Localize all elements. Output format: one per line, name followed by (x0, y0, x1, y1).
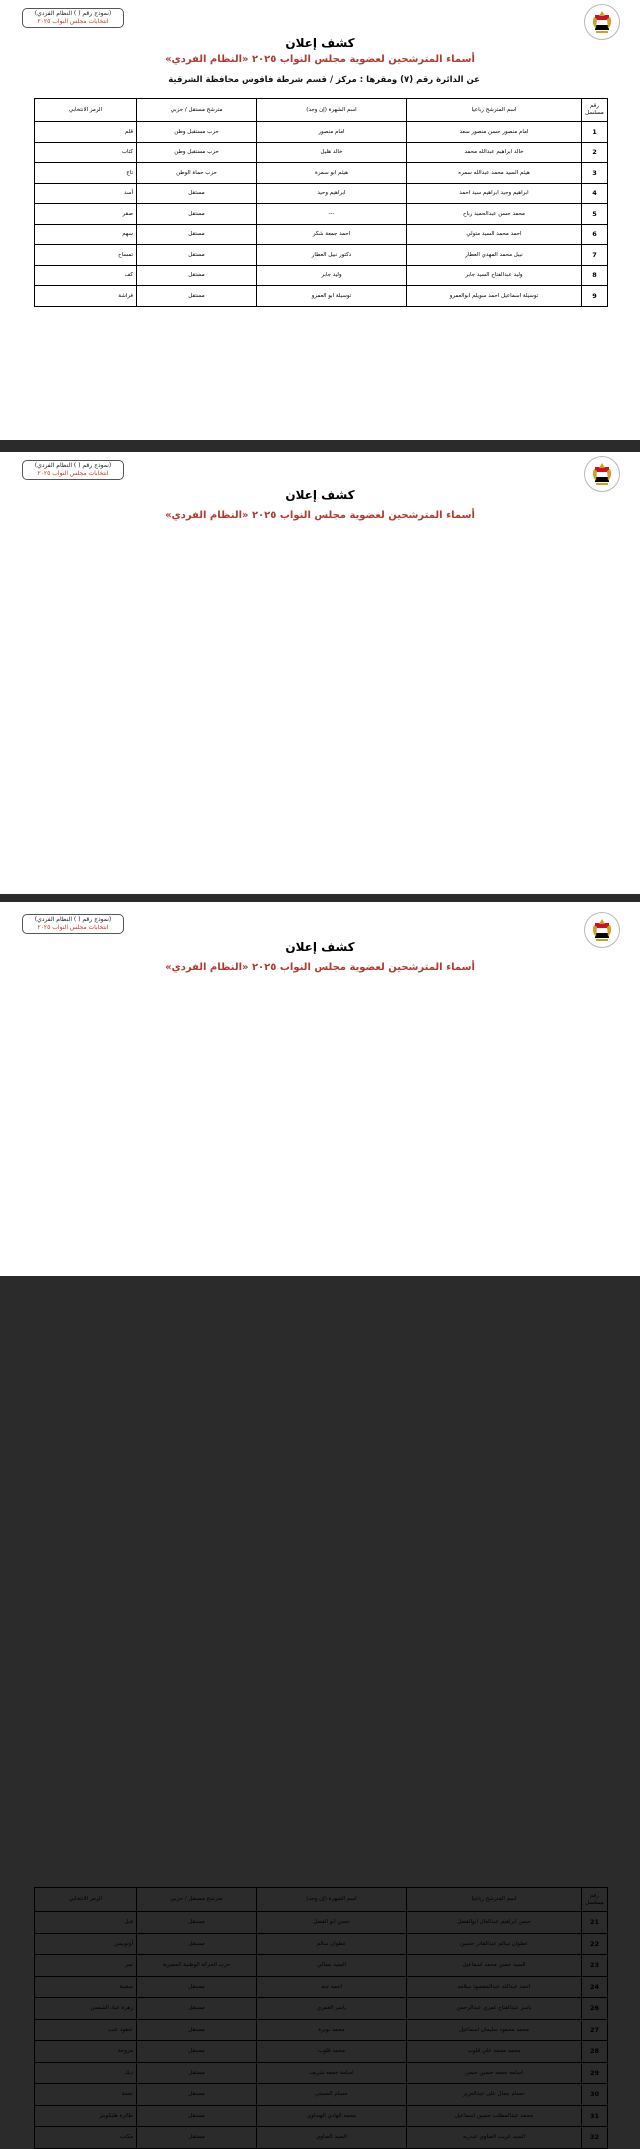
candidate-affiliation: حزب مستقبل وطن (137, 122, 257, 143)
serial-number: 26 (582, 1998, 608, 2020)
table-row (35, 1976, 608, 1998)
known-as-name: --- (257, 204, 407, 225)
known-as-name: هيثم ابو سمرة (257, 163, 407, 184)
serial-number: 5 (582, 204, 608, 225)
serial-number: 7 (582, 245, 608, 266)
candidate-name: نبيل محمد المهدي العطار (407, 245, 582, 266)
column-header-known-as-name: اسم الشهرة (إن وجد) (257, 1888, 407, 1912)
table-row (35, 245, 608, 266)
candidate-affiliation: مستقل (137, 204, 257, 225)
electoral-symbol: أسد (35, 183, 137, 204)
candidate-affiliation: مستقل (137, 2062, 257, 2084)
candidate-name: السيد حسن محمد اسماعيل (407, 1955, 582, 1977)
column-header-electoral-symbol: الرمز الانتخابي (35, 1888, 137, 1912)
known-as-name: حسن ابو الفضل (257, 1912, 407, 1934)
egypt-eagle-emblem-icon (584, 456, 620, 492)
candidate-name: خالد ابراهيم عبدالله محمد (407, 142, 582, 163)
egypt-eagle-emblem-icon (584, 4, 620, 40)
electoral-symbol: تاج (35, 163, 137, 184)
table-row (35, 1933, 608, 1955)
serial-number: 1 (582, 122, 608, 143)
page-subtitle: أسماء المترشحين لعضوية مجلس النواب ٢٠٢٥ «النظام الفردي» (165, 962, 475, 973)
serial-number: 24 (582, 1976, 608, 1998)
table-row (35, 265, 608, 286)
serial-number: 32 (582, 2127, 608, 2149)
column-header-candidate-affiliation: مترشح مستقل / حزبي (137, 99, 257, 122)
electoral-symbol: كتاب (35, 142, 137, 163)
column-header-candidate-name: اسم المترشح رباعيا (407, 99, 582, 122)
candidate-affiliation: حزب مستقبل وطن (137, 142, 257, 163)
table-row (35, 1912, 608, 1934)
known-as-name: عطوان سالم (257, 1933, 407, 1955)
serial-number: 28 (582, 2041, 608, 2063)
candidate-affiliation: مستقل (137, 2041, 257, 2063)
known-as-name: حسام المستي (257, 2084, 407, 2106)
form-stamp (22, 914, 124, 934)
known-as-name: محمد الهادي الهنداوي (257, 2105, 407, 2127)
candidate-name: احمد عبدالله عبدالمقصود سلامه (407, 1976, 582, 1998)
table-row (35, 163, 608, 184)
column-header-electoral-symbol: الرمز الانتخابي (35, 99, 137, 122)
known-as-name: محمد قلوب (257, 2041, 407, 2063)
table-row (35, 2105, 608, 2127)
column-header-serial-number: رقم مسلسل (582, 1888, 608, 1912)
table-row (35, 142, 608, 163)
electoral-symbol: تمساح (35, 245, 137, 266)
candidate-affiliation: حزب الحركة الوطنية المصرية (137, 1955, 257, 1977)
candidate-name: ابراهيم وحيد ابراهيم سيد احمد (407, 183, 582, 204)
candidate-affiliation: مستقل (137, 2019, 257, 2041)
electoral-symbol: أوتوبيس (35, 1933, 137, 1955)
candidate-affiliation: مستقل (137, 265, 257, 286)
electoral-symbol: ديك (35, 2062, 137, 2084)
candidate-name: اسامه جمعه حسين حسن (407, 2062, 582, 2084)
candidate-affiliation: حزب حماة الوطن (137, 163, 257, 184)
document-page-1 (0, 0, 640, 440)
candidate-name: توسيلة اسماعيل احمد سويلم ابوالعمرو (407, 286, 582, 307)
electoral-symbol: سفينة (35, 1976, 137, 1998)
table-row (35, 2062, 608, 2084)
stamp-line-1: (نموذج رقم ( ) النظام الفردي) (34, 462, 112, 469)
candidates-table (34, 1887, 608, 2149)
known-as-name: ياسر الغمري (257, 1998, 407, 2020)
candidate-name: محمد عبدالمطلب حسين اسماعيل (407, 2105, 582, 2127)
known-as-name: خالد هليل (257, 142, 407, 163)
form-stamp (22, 8, 124, 28)
candidate-affiliation: مستقل (137, 183, 257, 204)
electoral-symbol: مروحة (35, 2041, 137, 2063)
document-page-2 (0, 452, 640, 894)
serial-number: 3 (582, 163, 608, 184)
table-row (35, 1955, 608, 1977)
table-row (35, 2019, 608, 2041)
candidate-name: امام منصور حسن منصور سعد (407, 122, 582, 143)
serial-number: 30 (582, 2084, 608, 2106)
electoral-symbol: زهرة عباد الشمس (35, 1998, 137, 2020)
known-as-name: محمد نويرة (257, 2019, 407, 2041)
candidate-affiliation: مستقل (137, 2127, 257, 2149)
district-info: عن الدائرة رقم (٧) ومقرها : مركز / قسم شرطة فاقوس محافظة الشرقية (168, 75, 480, 85)
column-header-candidate-affiliation: مترشح مستقل / حزبي (137, 1888, 257, 1912)
known-as-name: دكتور نبيل العطار (257, 245, 407, 266)
column-header-known-as-name: اسم الشهرة (إن وجد) (257, 99, 407, 122)
table-row (35, 2041, 608, 2063)
stamp-line-1: (نموذج رقم ( ) النظام الفردي) (34, 916, 112, 923)
serial-number: 23 (582, 1955, 608, 1977)
serial-number: 2 (582, 142, 608, 163)
column-header-candidate-name: اسم المترشح رباعيا (407, 1888, 582, 1912)
candidate-affiliation: مستقل (137, 2105, 257, 2127)
electoral-symbol: سهم (35, 224, 137, 245)
electoral-symbol: طائرة هليكوبتر (35, 2105, 137, 2127)
stamp-line-2: انتخابات مجلس النواب ٢٠٢٥ (37, 18, 109, 25)
page-subtitle: أسماء المترشحين لعضوية مجلس النواب ٢٠٢٥ «النظام الفردي» (165, 510, 475, 521)
electoral-symbol: مكتب (35, 2127, 137, 2149)
table-header-row (35, 1888, 608, 1912)
known-as-name: توسيلة ابو العمرو (257, 286, 407, 307)
serial-number: 31 (582, 2105, 608, 2127)
electoral-symbol: نجمة (35, 2084, 137, 2106)
candidate-affiliation: مستقل (137, 1912, 257, 1934)
candidate-affiliation: مستقل (137, 1998, 257, 2020)
known-as-name: احمد جنه (257, 1976, 407, 1998)
page-title: كشف إعلان (285, 488, 355, 502)
electoral-symbol: فراشة (35, 286, 137, 307)
serial-number: 21 (582, 1912, 608, 1934)
page-title: كشف إعلان (285, 36, 355, 50)
serial-number: 6 (582, 224, 608, 245)
electoral-symbol: كف (35, 265, 137, 286)
electoral-symbol: فيل (35, 1912, 137, 1934)
table-row (35, 183, 608, 204)
candidates-table (34, 98, 608, 307)
candidate-name: عطوان سالم عبدالقادر حسين (407, 1933, 582, 1955)
electoral-symbol: قلم (35, 122, 137, 143)
document-page-3 (0, 902, 640, 2142)
candidate-name: حسن ابراهيم عبدالعال ابوالفضل (407, 1912, 582, 1934)
serial-number: 22 (582, 1933, 608, 1955)
table-row (35, 2127, 608, 2149)
form-stamp (22, 460, 124, 480)
candidate-affiliation: مستقل (137, 1933, 257, 1955)
column-header-serial-number: رقم مسلسل (582, 99, 608, 122)
candidate-name: محمد محمود سليمان اسماعيل (407, 2019, 582, 2041)
candidate-name: ياسر عبدالفتاح غمري عبدالرحمن (407, 1998, 582, 2020)
electoral-symbol: صقر (35, 204, 137, 225)
candidate-name: احمد محمد السيد متولي (407, 224, 582, 245)
candidate-affiliation: مستقل (137, 224, 257, 245)
page-title: كشف إعلان (285, 940, 355, 954)
candidate-name: هيثم السيد محمد عبدالله سمره (407, 163, 582, 184)
serial-number: 27 (582, 2019, 608, 2041)
candidate-affiliation: مستقل (137, 245, 257, 266)
table-row (35, 122, 608, 143)
serial-number: 4 (582, 183, 608, 204)
serial-number: 8 (582, 265, 608, 286)
known-as-name: اسامة جمعه شريف (257, 2062, 407, 2084)
stamp-line-1: (نموذج رقم ( ) النظام الفردي) (34, 10, 112, 17)
known-as-name: وليد جابر (257, 265, 407, 286)
table-row (35, 204, 608, 225)
serial-number: 9 (582, 286, 608, 307)
candidate-affiliation: مستقل (137, 1976, 257, 1998)
table-row (35, 1998, 608, 2020)
known-as-name: السيد الصاوي (257, 2127, 407, 2149)
table-row (35, 286, 608, 307)
page-subtitle: أسماء المترشحين لعضوية مجلس النواب ٢٠٢٥ «النظام الفردي» (165, 54, 475, 65)
serial-number: 29 (582, 2062, 608, 2084)
electoral-symbol: نمر (35, 1955, 137, 1977)
table-row (35, 224, 608, 245)
electoral-symbol: عنقود عنب (35, 2019, 137, 2041)
stamp-line-2: انتخابات مجلس النواب ٢٠٢٥ (37, 470, 109, 477)
stamp-line-2: انتخابات مجلس النواب ٢٠٢٥ (37, 924, 109, 931)
known-as-name: ابراهيم وحيد (257, 183, 407, 204)
table-row (35, 2084, 608, 2106)
candidate-affiliation: مستقل (137, 2084, 257, 2106)
known-as-name: امام منصور (257, 122, 407, 143)
candidate-affiliation: مستقل (137, 286, 257, 307)
candidate-name: السيد غريب الصاوي عبدربه (407, 2127, 582, 2149)
known-as-name: السيد نسالي (257, 1955, 407, 1977)
candidate-name: حسام جمال علي عبدالعزيز (407, 2084, 582, 2106)
candidate-name: وليد عبدالفتاح السيد جابر (407, 265, 582, 286)
table-header-row (35, 99, 608, 122)
known-as-name: احمد جمعة شكر (257, 224, 407, 245)
candidate-name: محمد محمد علي قلوب (407, 2041, 582, 2063)
candidate-name: محمد حسن عبدالحميد رباح (407, 204, 582, 225)
